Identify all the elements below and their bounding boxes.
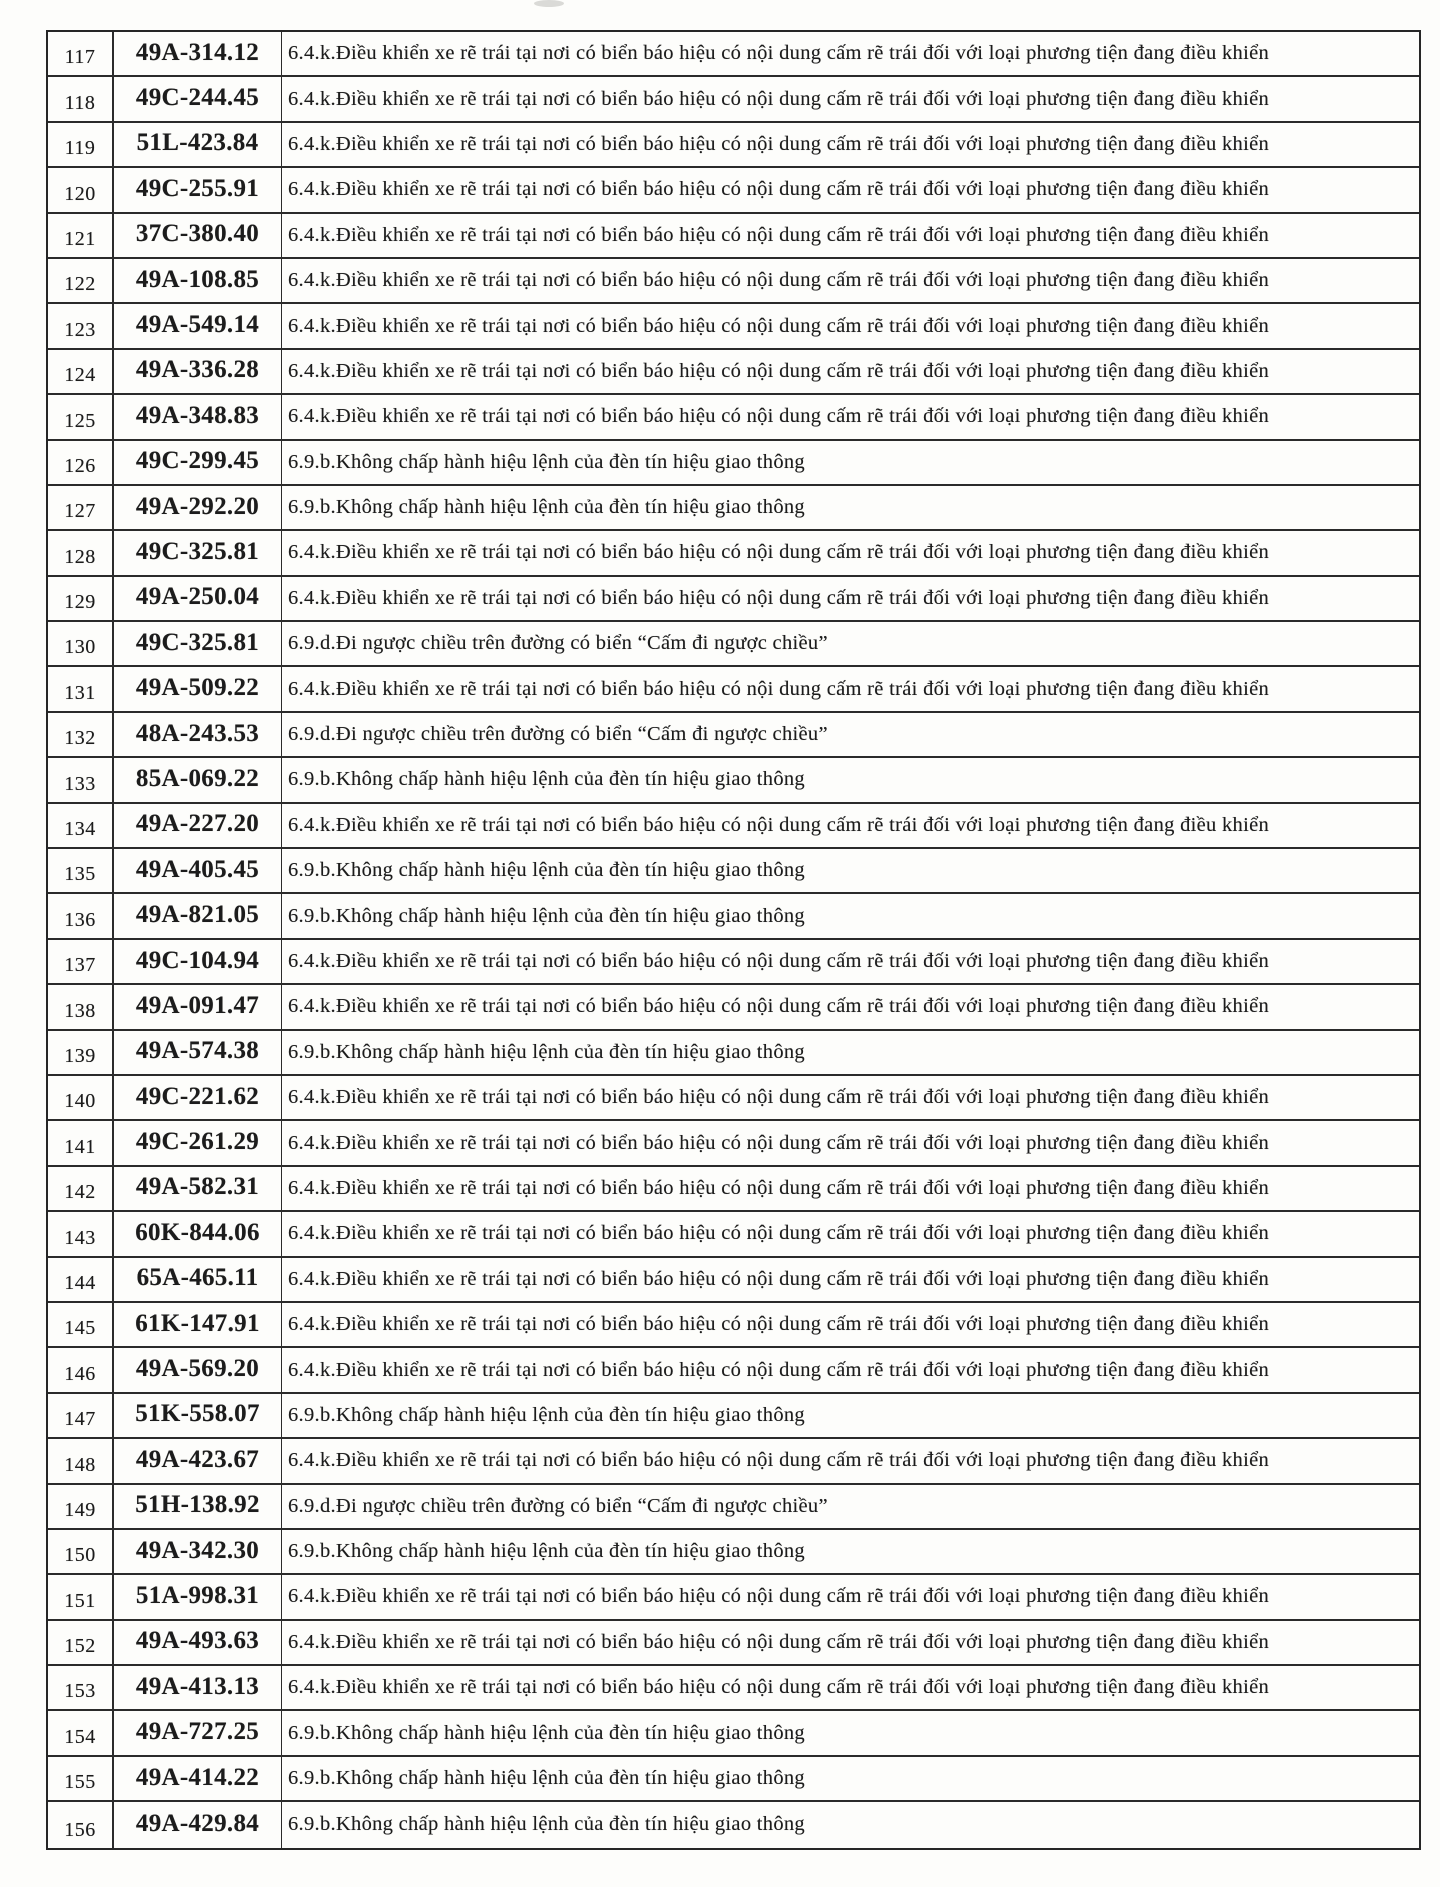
license-plate: 49A-429.84 (114, 1802, 282, 1847)
table-row (48, 531, 1419, 576)
row-number: 130 (48, 622, 114, 665)
license-plate: 49A-413.13 (114, 1666, 282, 1709)
license-plate: 60K-844.06 (114, 1212, 282, 1255)
license-plate: 51L-423.84 (114, 123, 282, 166)
scan-artifact (534, 0, 564, 7)
license-plate: 49A-509.22 (114, 667, 282, 710)
violation-description: 6.4.k.Điều khiển xe rẽ trái tại nơi có biển báo hiệu có nội dung cấm rẽ trái đối với loại phương tiện đang điều khiển (288, 1630, 1270, 1653)
table-row (48, 1802, 1419, 1847)
row-number: 131 (48, 667, 114, 710)
row-number: 121 (48, 214, 114, 257)
table-row (48, 849, 1419, 894)
violation-description: 6.9.d.Đi ngược chiều trên đường có biển “Cấm đi ngược chiều” (288, 1494, 828, 1517)
row-number: 120 (48, 168, 114, 211)
violation-description: 6.9.b.Không chấp hành hiệu lệnh của đèn tín hiệu giao thông (288, 1403, 805, 1426)
row-number: 126 (48, 441, 114, 484)
row-number: 141 (48, 1121, 114, 1164)
violation-description: 6.4.k.Điều khiển xe rẽ trái tại nơi có biển báo hiệu có nội dung cấm rẽ trái đối với loại phương tiện đang điều khiển (288, 1313, 1270, 1336)
table-row (48, 395, 1419, 440)
table-row (48, 77, 1419, 122)
table-row (48, 804, 1419, 849)
license-plate: 51H-138.92 (114, 1485, 282, 1528)
violation-description: 6.4.k.Điều khiển xe rẽ trái tại nơi có biển báo hiệu có nội dung cấm rẽ trái đối với loại phương tiện đang điều khiển (288, 813, 1270, 836)
violation-description: 6.4.k.Điều khiển xe rẽ trái tại nơi có biển báo hiệu có nội dung cấm rẽ trái đối với loại phương tiện đang điều khiển (288, 1222, 1270, 1245)
violation-description: 6.4.k.Điều khiển xe rẽ trái tại nơi có biển báo hiệu có nội dung cấm rẽ trái đối với loại phương tiện đang điều khiển (288, 1267, 1270, 1290)
license-plate: 49C-325.81 (114, 531, 282, 574)
table-row (48, 985, 1419, 1030)
table-row (48, 577, 1419, 622)
row-number: 125 (48, 395, 114, 438)
violation-description: 6.4.k.Điều khiển xe rẽ trái tại nơi có biển báo hiệu có nội dung cấm rẽ trái đối với loại phương tiện đang điều khiển (288, 42, 1270, 65)
table-row (48, 622, 1419, 667)
row-number: 133 (48, 758, 114, 801)
table-row (48, 1485, 1419, 1530)
license-plate: 49C-261.29 (114, 1121, 282, 1164)
row-number: 136 (48, 894, 114, 937)
row-number: 137 (48, 940, 114, 983)
violation-description: 6.4.k.Điều khiển xe rẽ trái tại nơi có biển báo hiệu có nội dung cấm rẽ trái đối với loại phương tiện đang điều khiển (288, 359, 1270, 382)
violation-description: 6.4.k.Điều khiển xe rẽ trái tại nơi có biển báo hiệu có nội dung cấm rẽ trái đối với loại phương tiện đang điều khiển (288, 586, 1270, 609)
violations-table (46, 30, 1421, 1850)
table-row (48, 1394, 1419, 1439)
violation-description: 6.4.k.Điều khiển xe rẽ trái tại nơi có biển báo hiệu có nội dung cấm rẽ trái đối với loại phương tiện đang điều khiển (288, 314, 1270, 337)
violation-description: 6.4.k.Điều khiển xe rẽ trái tại nơi có biển báo hiệu có nội dung cấm rẽ trái đối với loại phương tiện đang điều khiển (288, 1676, 1270, 1699)
license-plate: 49A-582.31 (114, 1167, 282, 1210)
license-plate: 85A-069.22 (114, 758, 282, 801)
row-number: 150 (48, 1530, 114, 1573)
row-number: 123 (48, 304, 114, 347)
row-number: 140 (48, 1076, 114, 1119)
violation-description: 6.9.b.Không chấp hành hiệu lệnh của đèn tín hiệu giao thông (288, 904, 805, 927)
table-row (48, 214, 1419, 259)
violation-description: 6.9.b.Không chấp hành hiệu lệnh của đèn tín hiệu giao thông (288, 859, 805, 882)
row-number: 119 (48, 123, 114, 166)
table-row (48, 1258, 1419, 1303)
license-plate: 49A-493.63 (114, 1621, 282, 1664)
table-row (48, 441, 1419, 486)
license-plate: 49A-727.25 (114, 1711, 282, 1754)
row-number: 152 (48, 1621, 114, 1664)
license-plate: 49A-227.20 (114, 804, 282, 847)
row-number: 128 (48, 531, 114, 574)
table-row (48, 667, 1419, 712)
violation-description: 6.4.k.Điều khiển xe rẽ trái tại nơi có biển báo hiệu có nội dung cấm rẽ trái đối với loại phương tiện đang điều khiển (288, 1358, 1270, 1381)
license-plate: 48A-243.53 (114, 713, 282, 756)
license-plate: 65A-465.11 (114, 1258, 282, 1301)
table-row (48, 168, 1419, 213)
table-row (48, 1121, 1419, 1166)
violation-description: 6.4.k.Điều khiển xe rẽ trái tại nơi có biển báo hiệu có nội dung cấm rẽ trái đối với loại phương tiện đang điều khiển (288, 1086, 1270, 1109)
license-plate: 51K-558.07 (114, 1394, 282, 1437)
license-plate: 49A-314.12 (114, 32, 282, 75)
table-row (48, 259, 1419, 304)
row-number: 138 (48, 985, 114, 1028)
row-number: 154 (48, 1711, 114, 1754)
row-number: 132 (48, 713, 114, 756)
row-number: 139 (48, 1031, 114, 1074)
table-row (48, 1575, 1419, 1620)
violation-description: 6.4.k.Điều khiển xe rẽ trái tại nơi có biển báo hiệu có nội dung cấm rẽ trái đối với loại phương tiện đang điều khiển (288, 405, 1270, 428)
row-number: 146 (48, 1348, 114, 1391)
table-row (48, 1621, 1419, 1666)
row-number: 142 (48, 1167, 114, 1210)
row-number: 129 (48, 577, 114, 620)
violation-description: 6.4.k.Điều khiển xe rẽ trái tại nơi có biển báo hiệu có nội dung cấm rẽ trái đối với loại phương tiện đang điều khiển (288, 87, 1270, 110)
table-row (48, 1303, 1419, 1348)
table-row (48, 1167, 1419, 1212)
violation-description: 6.4.k.Điều khiển xe rẽ trái tại nơi có biển báo hiệu có nội dung cấm rẽ trái đối với loại phương tiện đang điều khiển (288, 269, 1270, 292)
license-plate: 49C-221.62 (114, 1076, 282, 1119)
license-plate: 49C-244.45 (114, 77, 282, 120)
violation-description: 6.4.k.Điều khiển xe rẽ trái tại nơi có biển báo hiệu có nội dung cấm rẽ trái đối với loại phương tiện đang điều khiển (288, 132, 1270, 155)
table-row (48, 940, 1419, 985)
table-row (48, 304, 1419, 349)
row-number: 135 (48, 849, 114, 892)
row-number: 145 (48, 1303, 114, 1346)
row-number: 127 (48, 486, 114, 529)
table-row (48, 1711, 1419, 1756)
table-row (48, 894, 1419, 939)
row-number: 155 (48, 1757, 114, 1800)
violation-description: 6.4.k.Điều khiển xe rẽ trái tại nơi có biển báo hiệu có nội dung cấm rẽ trái đối với loại phương tiện đang điều khiển (288, 1449, 1270, 1472)
violation-description: 6.4.k.Điều khiển xe rẽ trái tại nơi có biển báo hiệu có nội dung cấm rẽ trái đối với loại phương tiện đang điều khiển (288, 677, 1270, 700)
table-row (48, 713, 1419, 758)
row-number: 149 (48, 1485, 114, 1528)
license-plate: 49C-104.94 (114, 940, 282, 983)
violation-description: 6.4.k.Điều khiển xe rẽ trái tại nơi có biển báo hiệu có nội dung cấm rẽ trái đối với loại phương tiện đang điều khiển (288, 223, 1270, 246)
license-plate: 49C-299.45 (114, 441, 282, 484)
table-row (48, 1530, 1419, 1575)
row-number: 156 (48, 1802, 114, 1847)
license-plate: 49A-292.20 (114, 486, 282, 529)
license-plate: 49A-569.20 (114, 1348, 282, 1391)
row-number: 144 (48, 1258, 114, 1301)
table-row (48, 1031, 1419, 1076)
license-plate: 49A-336.28 (114, 350, 282, 393)
row-number: 147 (48, 1394, 114, 1437)
table-row (48, 123, 1419, 168)
violation-description: 6.4.k.Điều khiển xe rẽ trái tại nơi có biển báo hiệu có nội dung cấm rẽ trái đối với loại phương tiện đang điều khiển (288, 995, 1270, 1018)
license-plate: 51A-998.31 (114, 1575, 282, 1618)
row-number: 148 (48, 1439, 114, 1482)
violation-description: 6.9.b.Không chấp hành hiệu lệnh của đèn tín hiệu giao thông (288, 1767, 805, 1790)
row-number: 122 (48, 259, 114, 302)
license-plate: 49A-405.45 (114, 849, 282, 892)
license-plate: 49C-325.81 (114, 622, 282, 665)
table-row (48, 486, 1419, 531)
violation-description: 6.9.b.Không chấp hành hiệu lệnh của đèn tín hiệu giao thông (288, 450, 805, 473)
violation-description: 6.9.d.Đi ngược chiều trên đường có biển “Cấm đi ngược chiều” (288, 632, 828, 655)
row-number: 117 (48, 32, 114, 75)
license-plate: 49A-091.47 (114, 985, 282, 1028)
row-number: 124 (48, 350, 114, 393)
violation-description: 6.9.b.Không chấp hành hiệu lệnh của đèn tín hiệu giao thông (288, 496, 805, 519)
license-plate: 49A-348.83 (114, 395, 282, 438)
violation-description: 6.4.k.Điều khiển xe rẽ trái tại nơi có biển báo hiệu có nội dung cấm rẽ trái đối với loại phương tiện đang điều khiển (288, 1585, 1270, 1608)
table-row (48, 350, 1419, 395)
table-row (48, 32, 1419, 77)
violation-description: 6.4.k.Điều khiển xe rẽ trái tại nơi có biển báo hiệu có nội dung cấm rẽ trái đối với loại phương tiện đang điều khiển (288, 1131, 1270, 1154)
table-row (48, 1666, 1419, 1711)
row-number: 118 (48, 77, 114, 120)
row-number: 153 (48, 1666, 114, 1709)
license-plate: 49A-821.05 (114, 894, 282, 937)
row-number: 134 (48, 804, 114, 847)
violation-description: 6.9.b.Không chấp hành hiệu lệnh của đèn tín hiệu giao thông (288, 768, 805, 791)
license-plate: 49A-108.85 (114, 259, 282, 302)
table-row (48, 1348, 1419, 1393)
license-plate: 61K-147.91 (114, 1303, 282, 1346)
license-plate: 49A-549.14 (114, 304, 282, 347)
table-row (48, 1076, 1419, 1121)
license-plate: 49A-574.38 (114, 1031, 282, 1074)
violation-description: 6.4.k.Điều khiển xe rẽ trái tại nơi có biển báo hiệu có nội dung cấm rẽ trái đối với loại phương tiện đang điều khiển (288, 1176, 1270, 1199)
table-row (48, 758, 1419, 803)
license-plate: 49A-250.04 (114, 577, 282, 620)
row-number: 151 (48, 1575, 114, 1618)
violation-description: 6.4.k.Điều khiển xe rẽ trái tại nơi có biển báo hiệu có nội dung cấm rẽ trái đối với loại phương tiện đang điều khiển (288, 541, 1270, 564)
violation-description: 6.9.b.Không chấp hành hiệu lệnh của đèn tín hiệu giao thông (288, 1040, 805, 1063)
violation-description: 6.9.b.Không chấp hành hiệu lệnh của đèn tín hiệu giao thông (288, 1813, 805, 1836)
license-plate: 49A-342.30 (114, 1530, 282, 1573)
license-plate: 49A-414.22 (114, 1757, 282, 1800)
violation-description: 6.4.k.Điều khiển xe rẽ trái tại nơi có biển báo hiệu có nội dung cấm rẽ trái đối với loại phương tiện đang điều khiển (288, 950, 1270, 972)
table-row (48, 1212, 1419, 1257)
table-row (48, 1757, 1419, 1802)
license-plate: 37C-380.40 (114, 214, 282, 257)
violation-description: 6.9.b.Không chấp hành hiệu lệnh của đèn tín hiệu giao thông (288, 1721, 805, 1744)
row-number: 143 (48, 1212, 114, 1255)
violation-description: 6.4.k.Điều khiển xe rẽ trái tại nơi có biển báo hiệu có nội dung cấm rẽ trái đối với loại phương tiện đang điều khiển (288, 178, 1270, 201)
violation-description: 6.9.b.Không chấp hành hiệu lệnh của đèn tín hiệu giao thông (288, 1540, 805, 1563)
license-plate: 49C-255.91 (114, 168, 282, 211)
license-plate: 49A-423.67 (114, 1439, 282, 1482)
violation-description: 6.9.d.Đi ngược chiều trên đường có biển “Cấm đi ngược chiều” (288, 723, 828, 746)
table-row (48, 1439, 1419, 1484)
